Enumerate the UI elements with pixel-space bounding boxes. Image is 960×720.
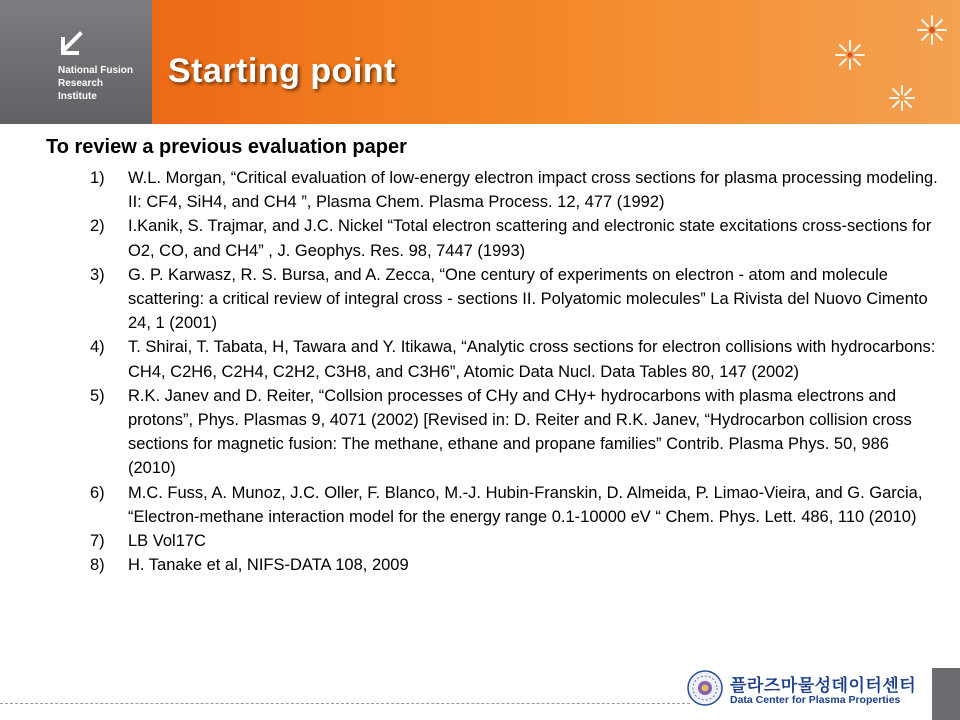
reference-number: 8) xyxy=(90,556,105,575)
reference-text: M.C. Fuss, A. Munoz, J.C. Oller, F. Blanco, M.-J. Hubin-Franskin, D. Almeida, P. Limao-Vieira, and G. Garcia, “Electron-methane interaction model for the energy range 0.1-10000 eV “ Chem. Phys. Lett. 486, 110 (2010) xyxy=(128,483,923,526)
reference-text: LB Vol17C xyxy=(128,532,206,551)
reference-item xyxy=(90,553,940,577)
reference-text: I.Kanik, S. Trajmar, and J.C. Nickel “Total electron scattering and electronic state excitations cross-sections for O2, CO, and CH4” , J. Geophys. Res. 98, 7447 (1993) xyxy=(128,217,932,260)
reference-item xyxy=(90,335,940,383)
reference-number: 7) xyxy=(90,532,105,551)
reference-item xyxy=(90,166,940,214)
arrow-down-left-icon xyxy=(58,30,86,58)
reference-item xyxy=(90,529,940,553)
data-center-logo xyxy=(682,667,922,715)
reference-item xyxy=(90,481,940,529)
reference-item xyxy=(90,384,940,481)
reference-text: W.L. Morgan, “Critical evaluation of low-energy electron impact cross sections for plasma processing modeling. II: CF4, SiH4, and CH4 ”, Plasma Chem. Plasma Process. 12, 477 (1992) xyxy=(128,169,938,212)
footer-divider xyxy=(0,703,690,704)
reference-item xyxy=(90,263,940,336)
reference-number: 6) xyxy=(90,483,105,502)
reference-list xyxy=(90,166,940,577)
corner-accent xyxy=(932,668,960,720)
header-band xyxy=(0,0,960,124)
section-heading: To review a previous evaluation paper xyxy=(46,136,407,158)
reference-number: 5) xyxy=(90,386,105,405)
reference-number: 1) xyxy=(90,169,105,187)
reference-number: 3) xyxy=(90,265,105,284)
institute-line-3: Institute xyxy=(58,91,97,102)
korean-center-name: 플라즈마물성데이터센터 xyxy=(730,676,917,695)
reference-number: 2) xyxy=(90,217,105,236)
english-center-name: Data Center for Plasma Properties xyxy=(730,694,901,706)
reference-text: R.K. Janev and D. Reiter, “Collsion processes of CHy and CHy+ hydrocarbons with plasma electrons and protons”, Phys. Plasmas 9, 4071 (2002) [Revised in: D. Reiter and R.K. Janev, “Hydrocarbon collision cross sections for magnetic fusion: The methane, ethane and propane families” Contrib. Plasma Phys. 50, 986 (2010) xyxy=(128,386,912,478)
institute-line-2: Research xyxy=(58,78,104,89)
reference-number: 4) xyxy=(90,338,105,357)
plasma-seal-icon xyxy=(686,669,724,707)
institute-line-1: National Fusion xyxy=(58,65,133,76)
institute-name xyxy=(58,64,148,103)
reference-text: T. Shirai, T. Tabata, H, Tawara and Y. Itikawa, “Analytic cross sections for electron collisions with hydrocarbons: CH4, C2H6, C2H4, C2H2, C3H8, and C3H6”, Atomic Data Nucl. Data Tables 80, 147 (2002) xyxy=(128,338,936,381)
slide-title: Starting point xyxy=(168,52,396,90)
institute-logo xyxy=(0,0,152,124)
reference-item xyxy=(90,214,940,262)
spark-decoration-icon xyxy=(760,0,960,124)
reference-text: H. Tanake et al, NIFS-DATA 108, 2009 xyxy=(128,556,409,575)
reference-text: G. P. Karwasz, R. S. Bursa, and A. Zecca, “One century of experiments on electron - atom and molecule scattering: a critical review of integral cross - sections II. Polyatomic molecules” La Rivista del Nuovo Cimento 24, 1 (2001) xyxy=(128,265,928,333)
